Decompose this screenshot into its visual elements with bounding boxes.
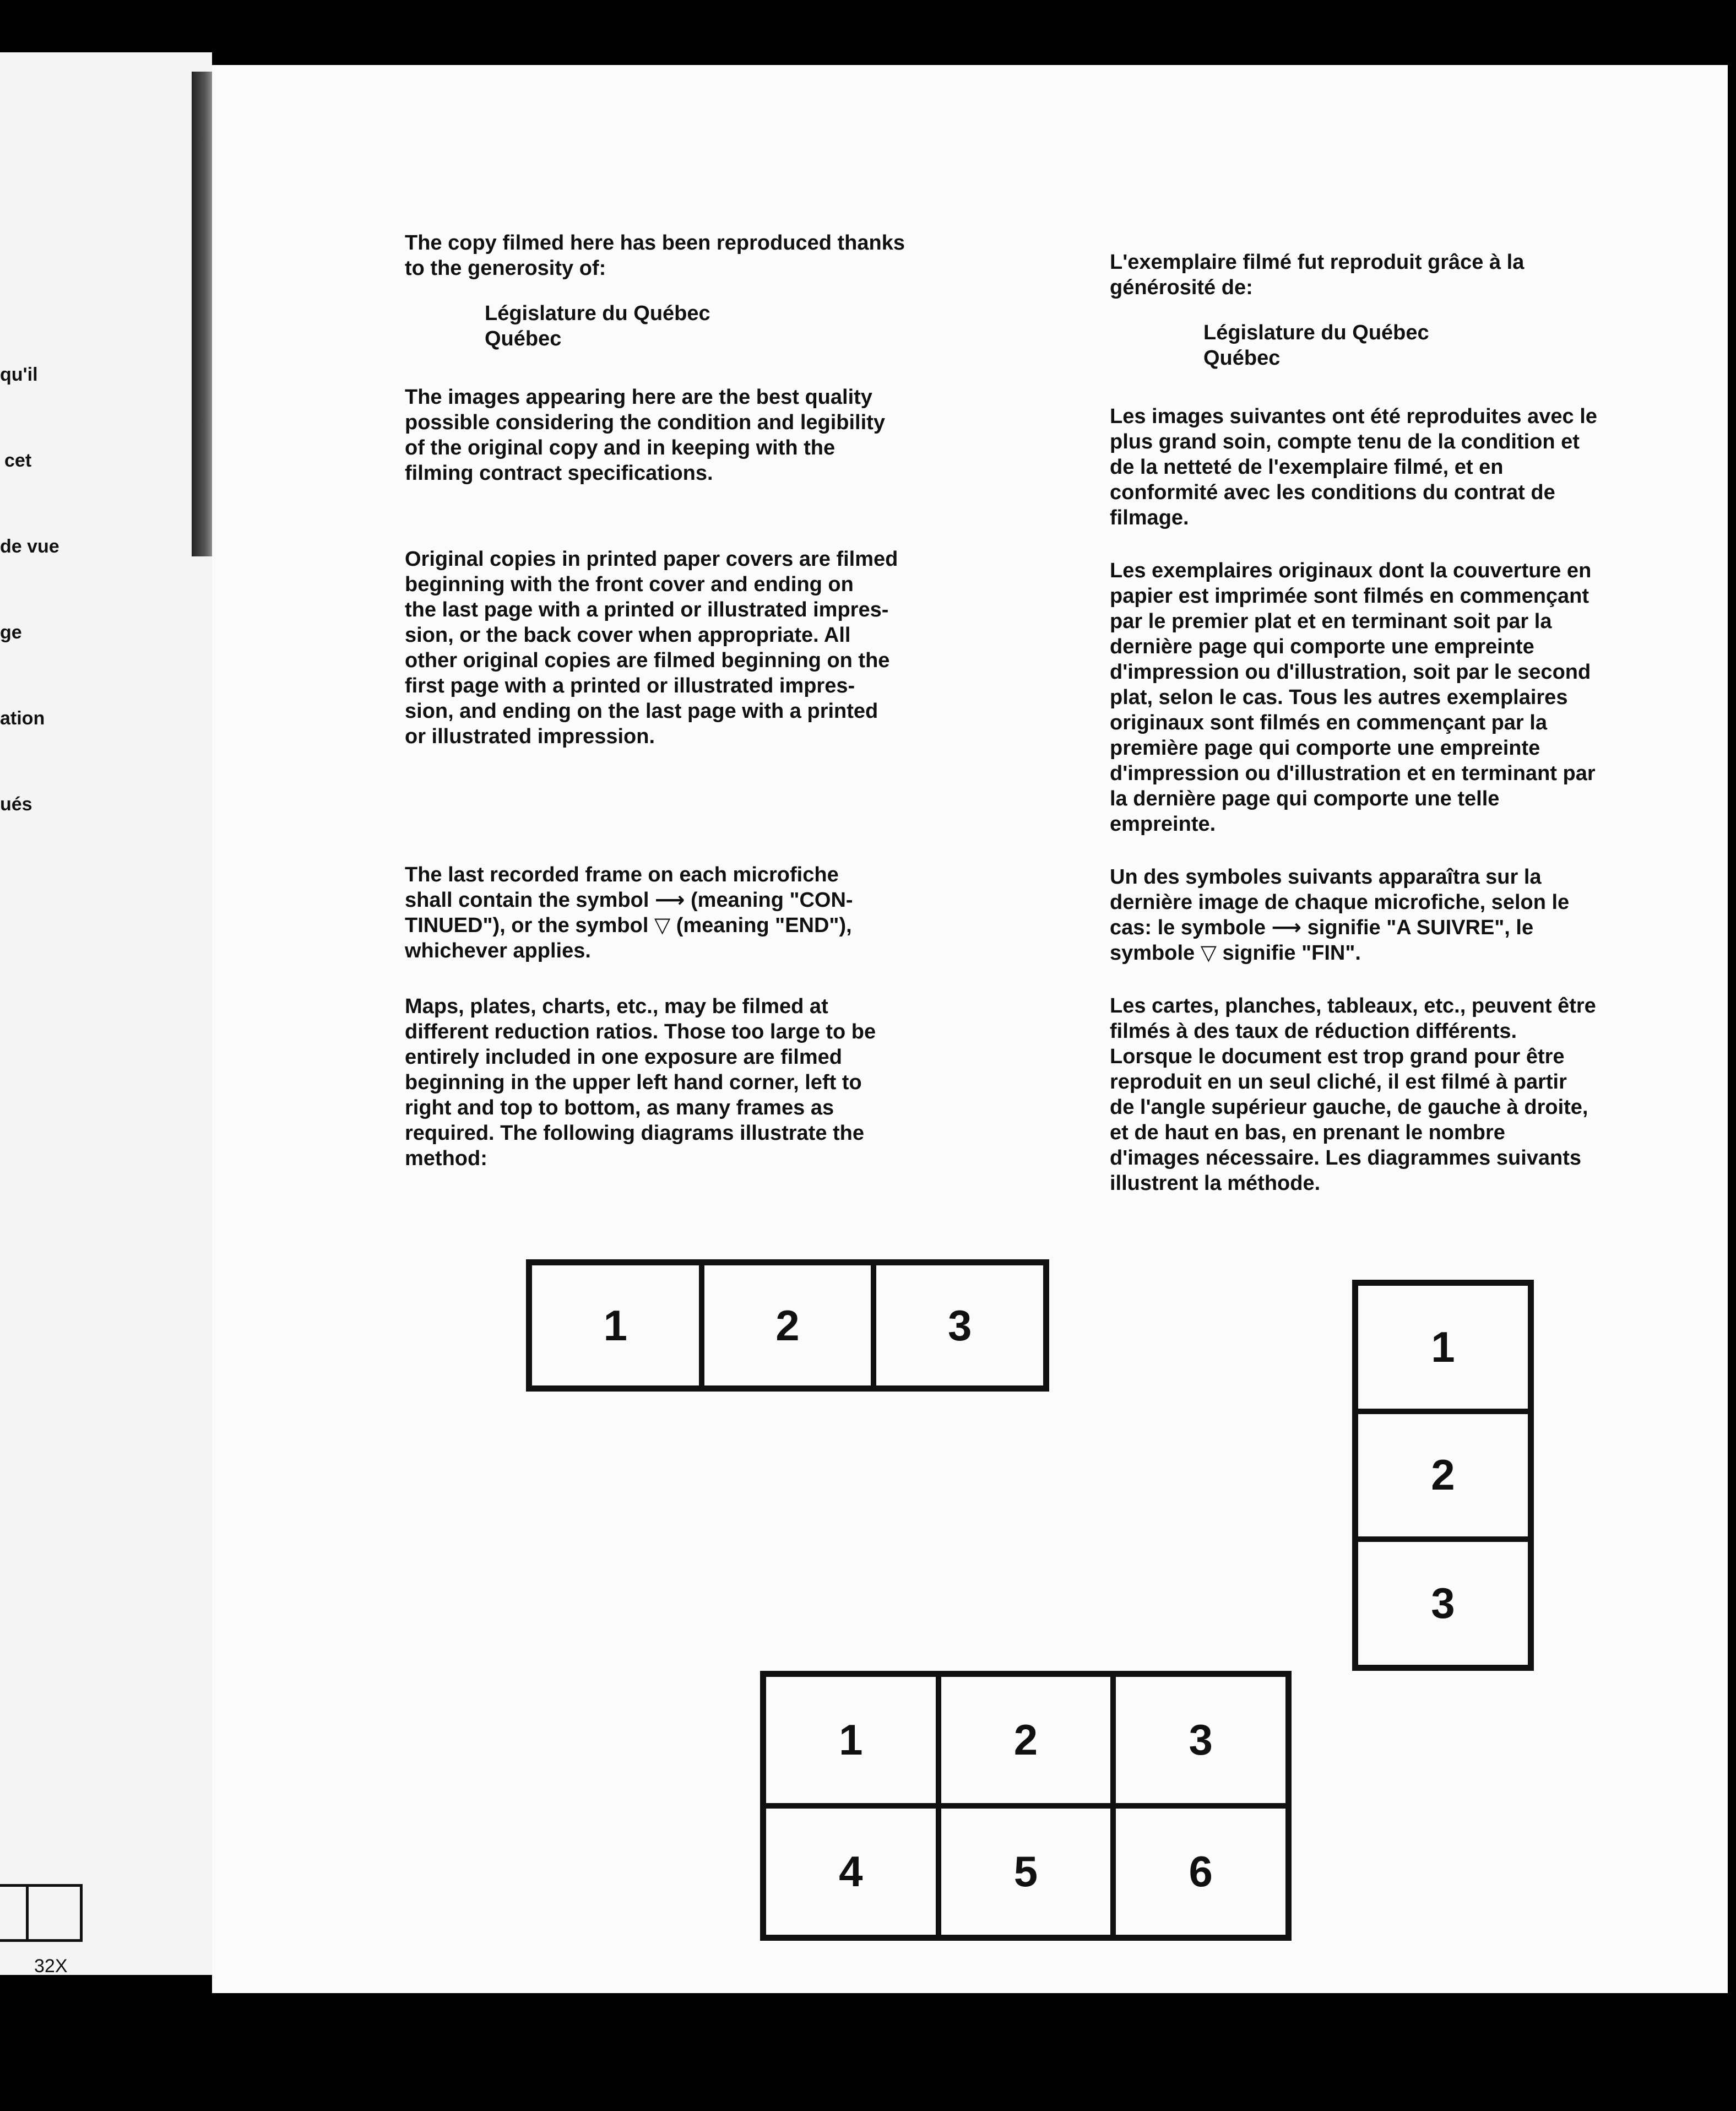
french-original-paragraph: Les exemplaires originaux dont la couverture en papier est imprimée sont filmés en commençant par le premier plat et en terminant soit par la dernière page qui comporte une empreinte d'impression ou d'illustration, soit par le second plat, selon le cas. Tous les autres exemplaires originaux sont filmés en commençant par la première page qui comporte une empreinte d'impression ou d'illustration et en terminant par la dernière page qui comporte une telle empreinte. (1110, 559, 1596, 836)
institution-name: Législature du Québec (1203, 321, 1429, 344)
microfiche-target-page (212, 65, 1728, 1993)
prev-fragment: ge (0, 622, 22, 643)
frame-cell: 3 (874, 1263, 1046, 1388)
english-quality-paragraph: The images appearing here are the best quality possible considering the condition and legibility of the original copy and in keeping with the filming contract specifications. (405, 386, 885, 485)
institution-city: Québec (485, 327, 562, 350)
institution-city: Québec (1203, 347, 1281, 370)
frame-cell: 5 (938, 1806, 1114, 1937)
english-intro: The copy filmed here has been reproduced thanks to the generosity of: (405, 231, 905, 280)
english-original-paragraph: Original copies in printed paper covers are filmed beginning with the front cover and ending on the last page with a printed or illustrated impres- sion, or the back cover when appropriate. All other original copies are filmed beginning on the first page with a printed or illustrated impres- sion, and ending on the last page with a printed or illustrated impression. (405, 548, 898, 748)
frame-cell: 3 (1113, 1674, 1288, 1806)
frame-counter: 32X (34, 1956, 68, 1977)
previous-page-boxes (0, 1884, 83, 1945)
frame-cell: 4 (763, 1806, 938, 1937)
frame-cell: 1 (529, 1263, 702, 1388)
prev-box (26, 1884, 83, 1942)
french-symbol-paragraph: Un des symboles suivants apparaîtra sur la dernière image de chaque microfiche, selon le cas: le symbole ⟶ signifie "A SUIVRE", le symbole ▽ signifie "FIN". (1110, 865, 1570, 965)
page-spine-shadow (192, 72, 214, 556)
french-column (1110, 250, 1705, 1196)
frame-cell: 2 (938, 1674, 1114, 1806)
french-institution (1203, 320, 1705, 371)
frame-cell: 6 (1113, 1806, 1288, 1937)
prev-box (0, 1884, 29, 1942)
french-intro: L'exemplaire filmé fut reproduit grâce à la générosité de: (1110, 251, 1525, 299)
previous-page-text (0, 303, 59, 876)
prev-fragment: de vue (0, 536, 59, 557)
prev-fragment: ués (0, 794, 32, 815)
frame-cell: 2 (1355, 1411, 1531, 1540)
frame-cell: 1 (1355, 1283, 1531, 1411)
frame-cell: 3 (1355, 1539, 1531, 1668)
vertical-frame-diagram (1352, 1280, 1534, 1671)
english-maps-paragraph: Maps, plates, charts, etc., may be filmed at different reduction ratios. Those too large to be entirely included in one exposure are filmed beginning in the upper left hand corner, left to right and top to bottom, as many frames as required. The following diagrams illustrate the method: (405, 995, 876, 1170)
prev-fragment: qu'il (0, 364, 38, 385)
english-symbol-paragraph: The last recorded frame on each microfiche shall contain the symbol ⟶ (meaning "CON- TINUED"), or the symbol ▽ (meaning "END"), whichever applies. (405, 863, 853, 962)
english-institution (485, 301, 956, 351)
prev-fragment: ation (0, 708, 45, 729)
horizontal-frame-diagram (526, 1259, 1049, 1392)
frame-cell: 1 (763, 1674, 938, 1806)
frame-cell: 2 (702, 1263, 874, 1388)
french-maps-paragraph: Les cartes, planches, tableaux, etc., peuvent être filmés à des taux de réduction différents. Lorsque le document est trop grand pour être reproduit en un seul cliché, il est filmé à partir de l'angle supérieur gauche, de gauche à droite, et de haut en bas, en prenant le nombre d'images nécessaire. Les diagrammes suivants illustrent la méthode. (1110, 994, 1596, 1195)
prev-fragment: cet (4, 450, 32, 471)
grid-frame-diagram (760, 1671, 1292, 1941)
english-column (405, 230, 956, 1171)
french-quality-paragraph: Les images suivantes ont été reproduites avec le plus grand soin, compte tenu de la condition et de la netteté de l'exemplaire filmé, et en conformité avec les conditions du contrat de filmage. (1110, 405, 1597, 529)
previous-page (0, 52, 212, 1975)
institution-name: Législature du Québec (485, 302, 710, 325)
